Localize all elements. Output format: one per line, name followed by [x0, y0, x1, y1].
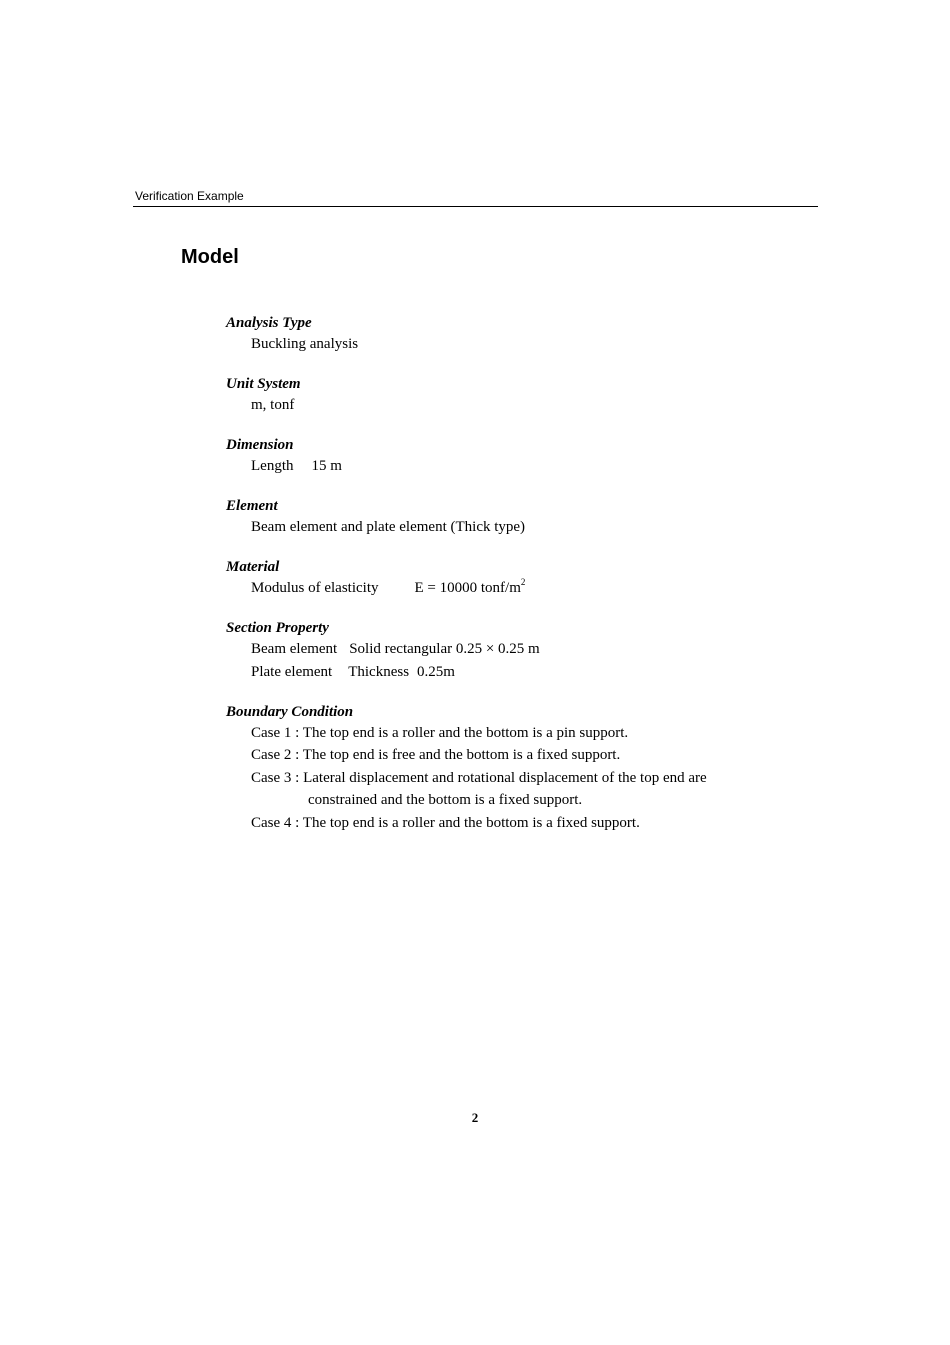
length-label: Length	[251, 458, 294, 474]
model-content	[226, 313, 707, 853]
unit-system-value: m, tonf	[251, 397, 295, 413]
beam-element-label: Beam element	[251, 641, 338, 657]
section-property-section	[226, 618, 707, 683]
boundary-condition-heading: Boundary Condition	[226, 703, 354, 720]
unit-system-section	[226, 374, 707, 417]
unit-system-heading: Unit System	[226, 376, 301, 392]
beam-element-value: Solid rectangular 0.25 × 0.25 m	[349, 641, 540, 657]
analysis-type-value: Buckling analysis	[251, 336, 359, 352]
section-property-heading: Section Property	[226, 620, 329, 636]
material-heading: Material	[226, 559, 280, 575]
boundary-condition-section	[226, 702, 707, 835]
modulus-label: Modulus of elasticity	[251, 580, 379, 596]
boundary-case-3: Case 3 : Lateral displacement and rotational displacement of the top end are	[251, 769, 707, 786]
plate-element-line	[226, 661, 707, 684]
dimension-heading: Dimension	[226, 437, 294, 453]
material-line	[226, 577, 707, 600]
modulus-unit-exponent: 2	[520, 577, 526, 587]
dimension-section	[226, 435, 707, 478]
header-rule	[133, 206, 818, 207]
boundary-case-4: Case 4 : The top end is a roller and the bottom is a fixed support.	[251, 814, 640, 831]
boundary-case-1: Case 1 : The top end is a roller and the bottom is a pin support.	[251, 724, 629, 741]
material-section	[226, 557, 707, 600]
plate-element-label: Plate element	[251, 663, 333, 680]
element-section	[226, 496, 707, 539]
element-heading: Element	[226, 498, 278, 514]
dimension-line	[226, 455, 707, 478]
boundary-case-3-continuation: constrained and the bottom is a fixed support.	[308, 792, 583, 808]
analysis-type-section	[226, 313, 707, 356]
element-value: Beam element and plate element (Thick type)	[251, 519, 526, 535]
beam-element-line	[226, 638, 707, 661]
modulus-value: E = 10000 tonf/m	[414, 580, 521, 596]
analysis-type-heading: Analysis Type	[226, 315, 312, 331]
boundary-case-2: Case 2 : The top end is free and the bottom is a fixed support.	[251, 747, 621, 763]
page-number: 2	[471, 1110, 479, 1125]
length-value: 15 m	[311, 458, 342, 474]
page-title: Model	[181, 246, 239, 268]
plate-thickness-value: 0.25m	[417, 663, 455, 680]
running-header: Verification Example	[135, 189, 244, 203]
plate-thickness-label: Thickness	[348, 663, 410, 680]
